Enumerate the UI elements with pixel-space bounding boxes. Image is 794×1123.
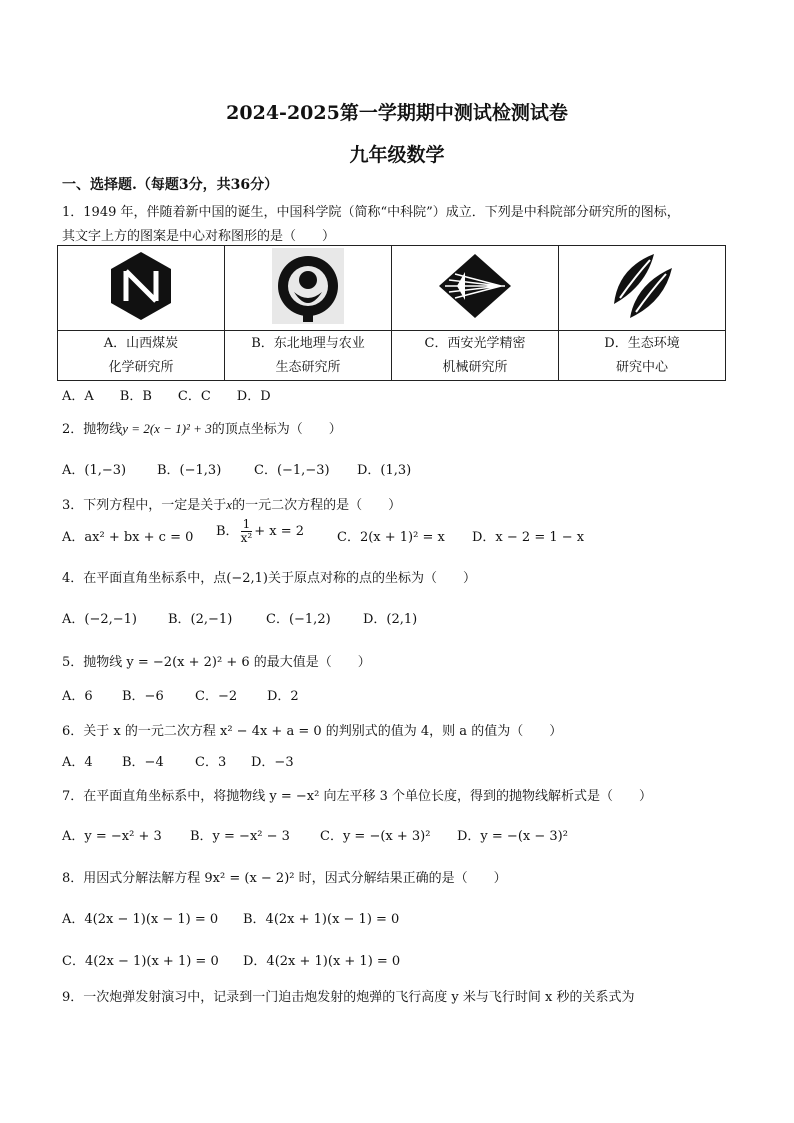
question-1-options: A．A B．B C．C D．D [62,389,271,404]
question-6-stem: 6．关于 x 的一元二次方程 x² − 4x + a = 0 的判别式的值为 4，则 a 的值为（ ） [62,724,563,739]
question-4-stem: 4．在平面直角坐标系中，点(−2,1)关于原点对称的点的坐标为（ ） [62,571,476,586]
logo-cell-a [58,246,225,331]
question-6-option-d: D．−3 [251,755,294,770]
logo-cell-b [225,246,392,331]
question-4-option-a: A．(−2,−1) [62,612,137,627]
section-heading: 一、选择题.（每题3分，共36分） [62,177,279,193]
question-2-stem: 2．抛物线y = 2(x − 1)² + 3的顶点坐标为（ ） [62,421,342,437]
question-8-option-d: D．4(2x + 1)(x + 1) = 0 [243,954,401,969]
question-5-option-c: C．−2 [195,689,238,704]
question-5-option-a: A．6 [62,689,93,704]
question-8-stem: 8．用因式分解法解方程 9x² = (x − 2)² 时，因式分解结果正确的是（ ） [62,871,507,886]
question-1-line-1: 1．1949 年，伴随着新中国的诞生，中国科学院（简称“中科院”）成立．下列是中科院部分研究所的图标， [62,205,680,220]
question-6-option-c: C．3 [195,755,227,770]
question-2-option-b: B．(−1,3) [157,463,222,478]
question-7-option-a: A．y = −x² + 3 [62,829,162,844]
question-8-option-a: A．4(2x − 1)(x − 1) = 0 [62,912,219,927]
question-7-option-b: B．y = −x² − 3 [190,829,290,844]
question-5-option-b: B．−6 [122,689,164,704]
ring-drop-logo-icon [268,246,348,326]
question-7-option-d: D．y = −(x − 3)² [457,829,568,844]
question-3-option-a: A．ax² + bx + c = 0 [62,530,194,545]
question-5-option-d: D．2 [267,689,299,704]
logo-label-a: A．山西煤炭 化学研究所 [58,331,225,381]
logo-label-b: B．东北地理与农业 生态研究所 [225,331,392,381]
question-3-option-b: B． $\frac{1}{\text{x²}}$ + x = 2 [216,517,304,545]
question-2-option-d: D．(1,3) [357,463,412,478]
logo-table [57,245,726,381]
question-1-line-2: 其文字上方的图案是中心对称图形的是（ ） [62,229,336,244]
question-7-option-c: C．y = −(x + 3)² [320,829,431,844]
question-3-option-c: C．2(x + 1)² = x [337,530,445,545]
logo-label-d: D．生态环境 研究中心 [559,331,726,381]
question-4-option-c: C．(−1,2) [266,612,331,627]
exam-title: 2024-2025第一学期期中测试检测试卷 [226,102,568,124]
question-3-stem: 3．下列方程中，一定是关于x的一元二次方程的是（ ） [62,497,402,513]
question-8-option-b: B．4(2x + 1)(x − 1) = 0 [243,912,400,927]
logo-label-c: C．西安光学精密 机械研究所 [392,331,559,381]
question-8-option-c: C．4(2x − 1)(x + 1) = 0 [62,954,219,969]
hexagon-n-logo-icon [101,246,181,326]
question-5-stem: 5．抛物线 y = −2(x + 2)² + 6 的最大值是（ ） [62,655,371,670]
question-9-stem: 9．一次炮弹发射演习中，记录到一门迫击炮发射的炮弹的飞行高度 y 米与飞行时间 x 秒的关系式为 [62,990,635,1005]
leaves-logo-icon [602,246,682,326]
question-6-option-a: A．4 [62,755,93,770]
logo-cell-c [392,246,559,331]
exam-subtitle: 九年级数学 [349,144,445,166]
question-7-stem: 7．在平面直角坐标系中，将抛物线 y = −x² 向左平移 3 个单位长度，得到的抛物线解析式是（ ） [62,789,653,804]
logo-cell-d [559,246,726,331]
question-3-option-d: D．x − 2 = 1 − x [472,530,585,545]
question-2-option-a: A．(1,−3) [62,463,127,478]
question-2-option-c: C．(−1,−3) [254,463,330,478]
question-6-option-b: B．−4 [122,755,164,770]
diamond-lines-logo-icon [435,246,515,326]
question-4-option-b: B．(2,−1) [168,612,233,627]
question-4-option-d: D．(2,1) [363,612,418,627]
